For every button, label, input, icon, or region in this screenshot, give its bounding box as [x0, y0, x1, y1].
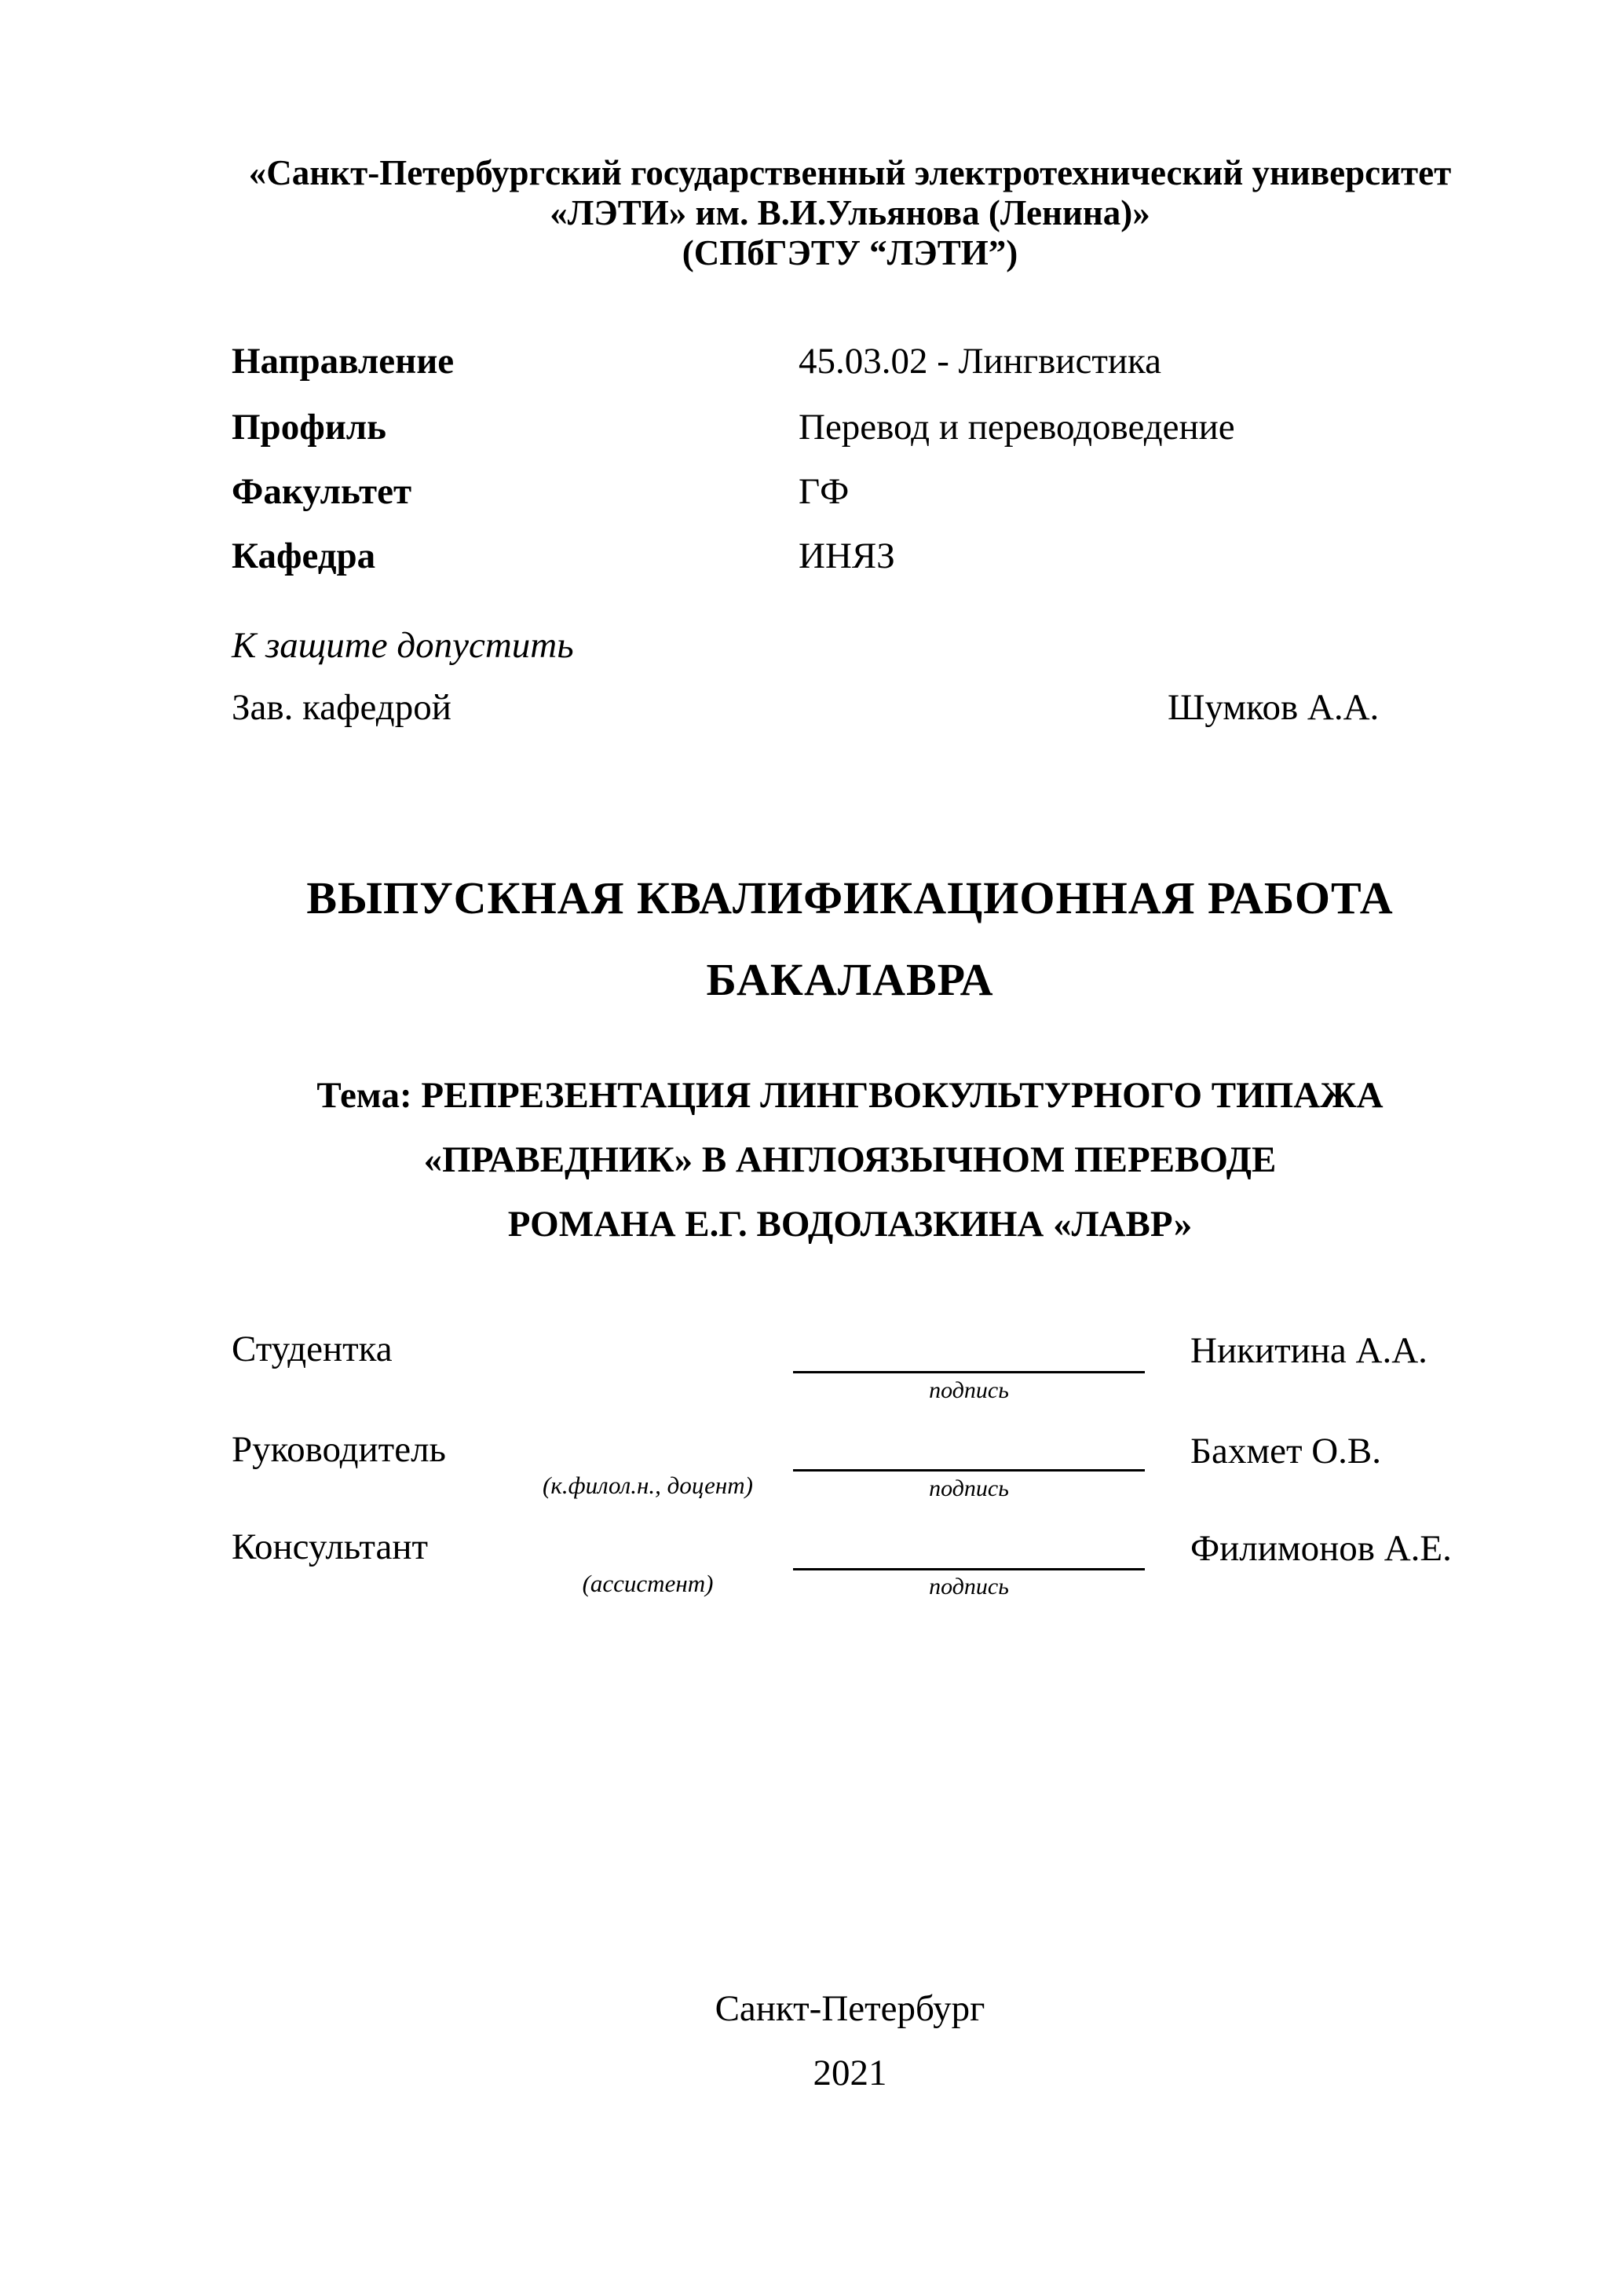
- consultant-role-label: Консультант: [232, 1526, 429, 1567]
- consultant-signature-line: [793, 1568, 1145, 1570]
- work-title: [232, 857, 1468, 1021]
- faculty-label: Факультет: [232, 471, 412, 512]
- supervisor-qualification: (к.филол.н., доцент): [543, 1472, 753, 1499]
- city: Санкт-Петербург: [715, 1988, 985, 2029]
- department-head-name: Шумков А.А.: [1168, 687, 1380, 728]
- work-title-line1: ВЫПУСКНАЯ КВАЛИФИКАЦИОННАЯ РАБОТА: [306, 872, 1394, 923]
- student-role-label: Студентка: [232, 1329, 393, 1369]
- theme-line1: Тема: РЕПРЕЗЕНТАЦИЯ ЛИНГВОКУЛЬТУРНОГО ТИПАЖА: [316, 1075, 1384, 1116]
- year: 2021: [813, 2053, 887, 2093]
- work-title-line2: БАКАЛАВРА: [706, 954, 994, 1005]
- theme-block: [232, 1063, 1468, 1256]
- consultant-name: Филимонов А.Е.: [1190, 1528, 1452, 1569]
- faculty-value: ГФ: [799, 471, 850, 512]
- student-name: Никитина А.А.: [1190, 1330, 1427, 1371]
- admission-note: К защите допустить: [232, 625, 574, 666]
- consultant-qualification: (ассистент): [582, 1570, 714, 1597]
- direction-value: 45.03.02 - Лингвистика: [799, 341, 1161, 382]
- program-row-profile: [232, 404, 1468, 451]
- university-name-line1: «Санкт-Петербургский государственный электротехнический университет: [248, 153, 1452, 192]
- consultant-signature-caption: подпись: [929, 1574, 1009, 1600]
- supervisor-name: Бахмет О.В.: [1190, 1431, 1382, 1472]
- student-signature-caption: подпись: [929, 1377, 1009, 1403]
- student-signature-line: [793, 1371, 1145, 1373]
- profile-value: Перевод и переводоведение: [799, 407, 1235, 448]
- supervisor-role-label: Руководитель: [232, 1429, 446, 1470]
- program-row-faculty: [232, 468, 1468, 515]
- supervisor-signature-caption: подпись: [929, 1475, 1009, 1501]
- theme-line3: РОМАНА Е.Г. ВОДОЛАЗКИНА «ЛАВР»: [507, 1204, 1193, 1245]
- supervisor-signature-line: [793, 1469, 1145, 1472]
- direction-label: Направление: [232, 341, 455, 382]
- program-row-department: [232, 532, 1468, 579]
- theme-line2: «ПРАВЕДНИК» В АНГЛОЯЗЫЧНОМ ПЕРЕВОДЕ: [423, 1139, 1277, 1180]
- program-row-direction: [232, 338, 1468, 385]
- department-value: ИНЯЗ: [799, 536, 895, 576]
- footer-block: [232, 1976, 1468, 2105]
- profile-label: Профиль: [232, 407, 387, 448]
- department-head-label: Зав. кафедрой: [232, 687, 451, 728]
- university-name-line2: «ЛЭТИ» им. В.И.Ульянова (Ленина)»: [550, 193, 1150, 232]
- university-abbreviation: (СПбГЭТУ “ЛЭТИ”): [682, 233, 1018, 272]
- university-header: [232, 153, 1468, 273]
- department-label: Кафедра: [232, 536, 376, 576]
